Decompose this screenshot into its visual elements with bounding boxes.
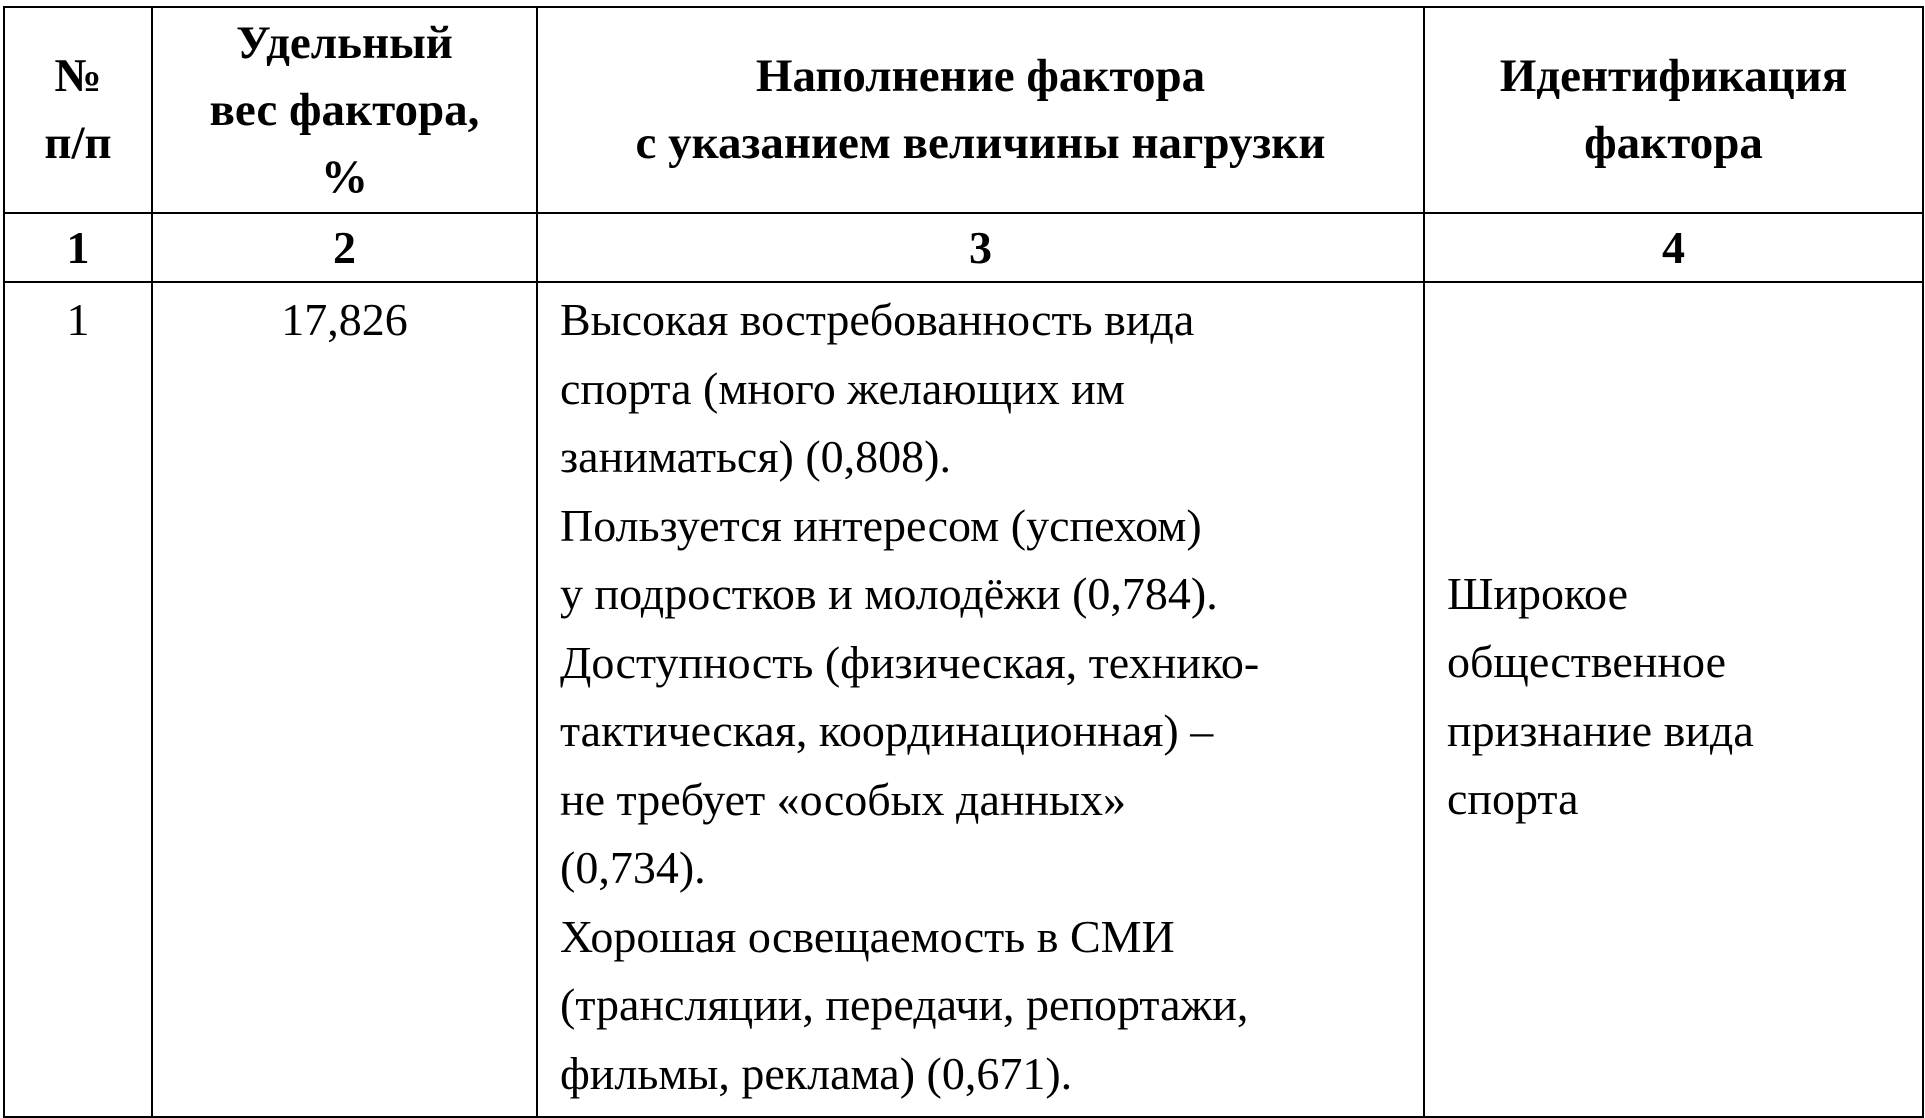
ident-line: спорта xyxy=(1447,773,1579,824)
content-line: спорта (много желающих им xyxy=(560,362,1125,414)
column-number: 2 xyxy=(152,213,537,282)
factor-table xyxy=(3,6,1924,1118)
row-number: 1 xyxy=(4,282,152,1117)
header-content-line: с указанием величины нагрузки xyxy=(635,117,1326,169)
header-ident-line: фактора xyxy=(1584,117,1763,169)
column-number: 3 xyxy=(537,213,1424,282)
factor-identification xyxy=(1424,282,1923,1117)
content-line: заниматься) (0,808). xyxy=(560,431,951,482)
content-line: у подростков и молодёжи (0,784). xyxy=(560,568,1218,619)
table-row xyxy=(4,282,1923,1117)
ident-line: признание вида xyxy=(1447,704,1754,756)
header-content-line: Наполнение фактора xyxy=(755,50,1206,102)
header-ident xyxy=(1424,7,1923,213)
content-line: не требует «особых данных» xyxy=(560,773,1127,825)
content-line: Высокая востребованность вида xyxy=(560,294,1195,345)
header-ident-line: Идентификация xyxy=(1499,50,1848,102)
header-content xyxy=(537,7,1424,213)
header-num-line: № xyxy=(54,50,102,102)
column-number: 4 xyxy=(1424,213,1923,282)
header-weight xyxy=(152,7,537,213)
ident-line: Широкое xyxy=(1447,567,1629,619)
content-line: тактическая, координационная) – xyxy=(560,705,1214,756)
header-num xyxy=(4,7,152,213)
header-weight-line: вес фактора, xyxy=(209,83,480,136)
content-line: Пользуется интересом (успехом) xyxy=(560,499,1202,551)
factor-weight: 17,826 xyxy=(152,282,537,1117)
column-numbering-row xyxy=(4,213,1923,282)
column-number: 1 xyxy=(4,213,152,282)
factor-content xyxy=(537,282,1424,1117)
header-weight-line: % xyxy=(321,150,368,203)
header-row xyxy=(4,7,1923,213)
content-line: фильмы, реклама) (0,671). xyxy=(560,1047,1073,1099)
ident-line: общественное xyxy=(1447,636,1726,687)
content-line: (трансляции, передачи, репортажи, xyxy=(560,979,1249,1030)
header-num-line: п/п xyxy=(44,117,112,169)
header-weight-line: Удельный xyxy=(236,16,453,69)
content-line: Хорошая освещаемость в СМИ xyxy=(560,910,1175,962)
content-line: Доступность (физическая, технико- xyxy=(560,636,1260,688)
content-line: (0,734). xyxy=(560,842,706,893)
